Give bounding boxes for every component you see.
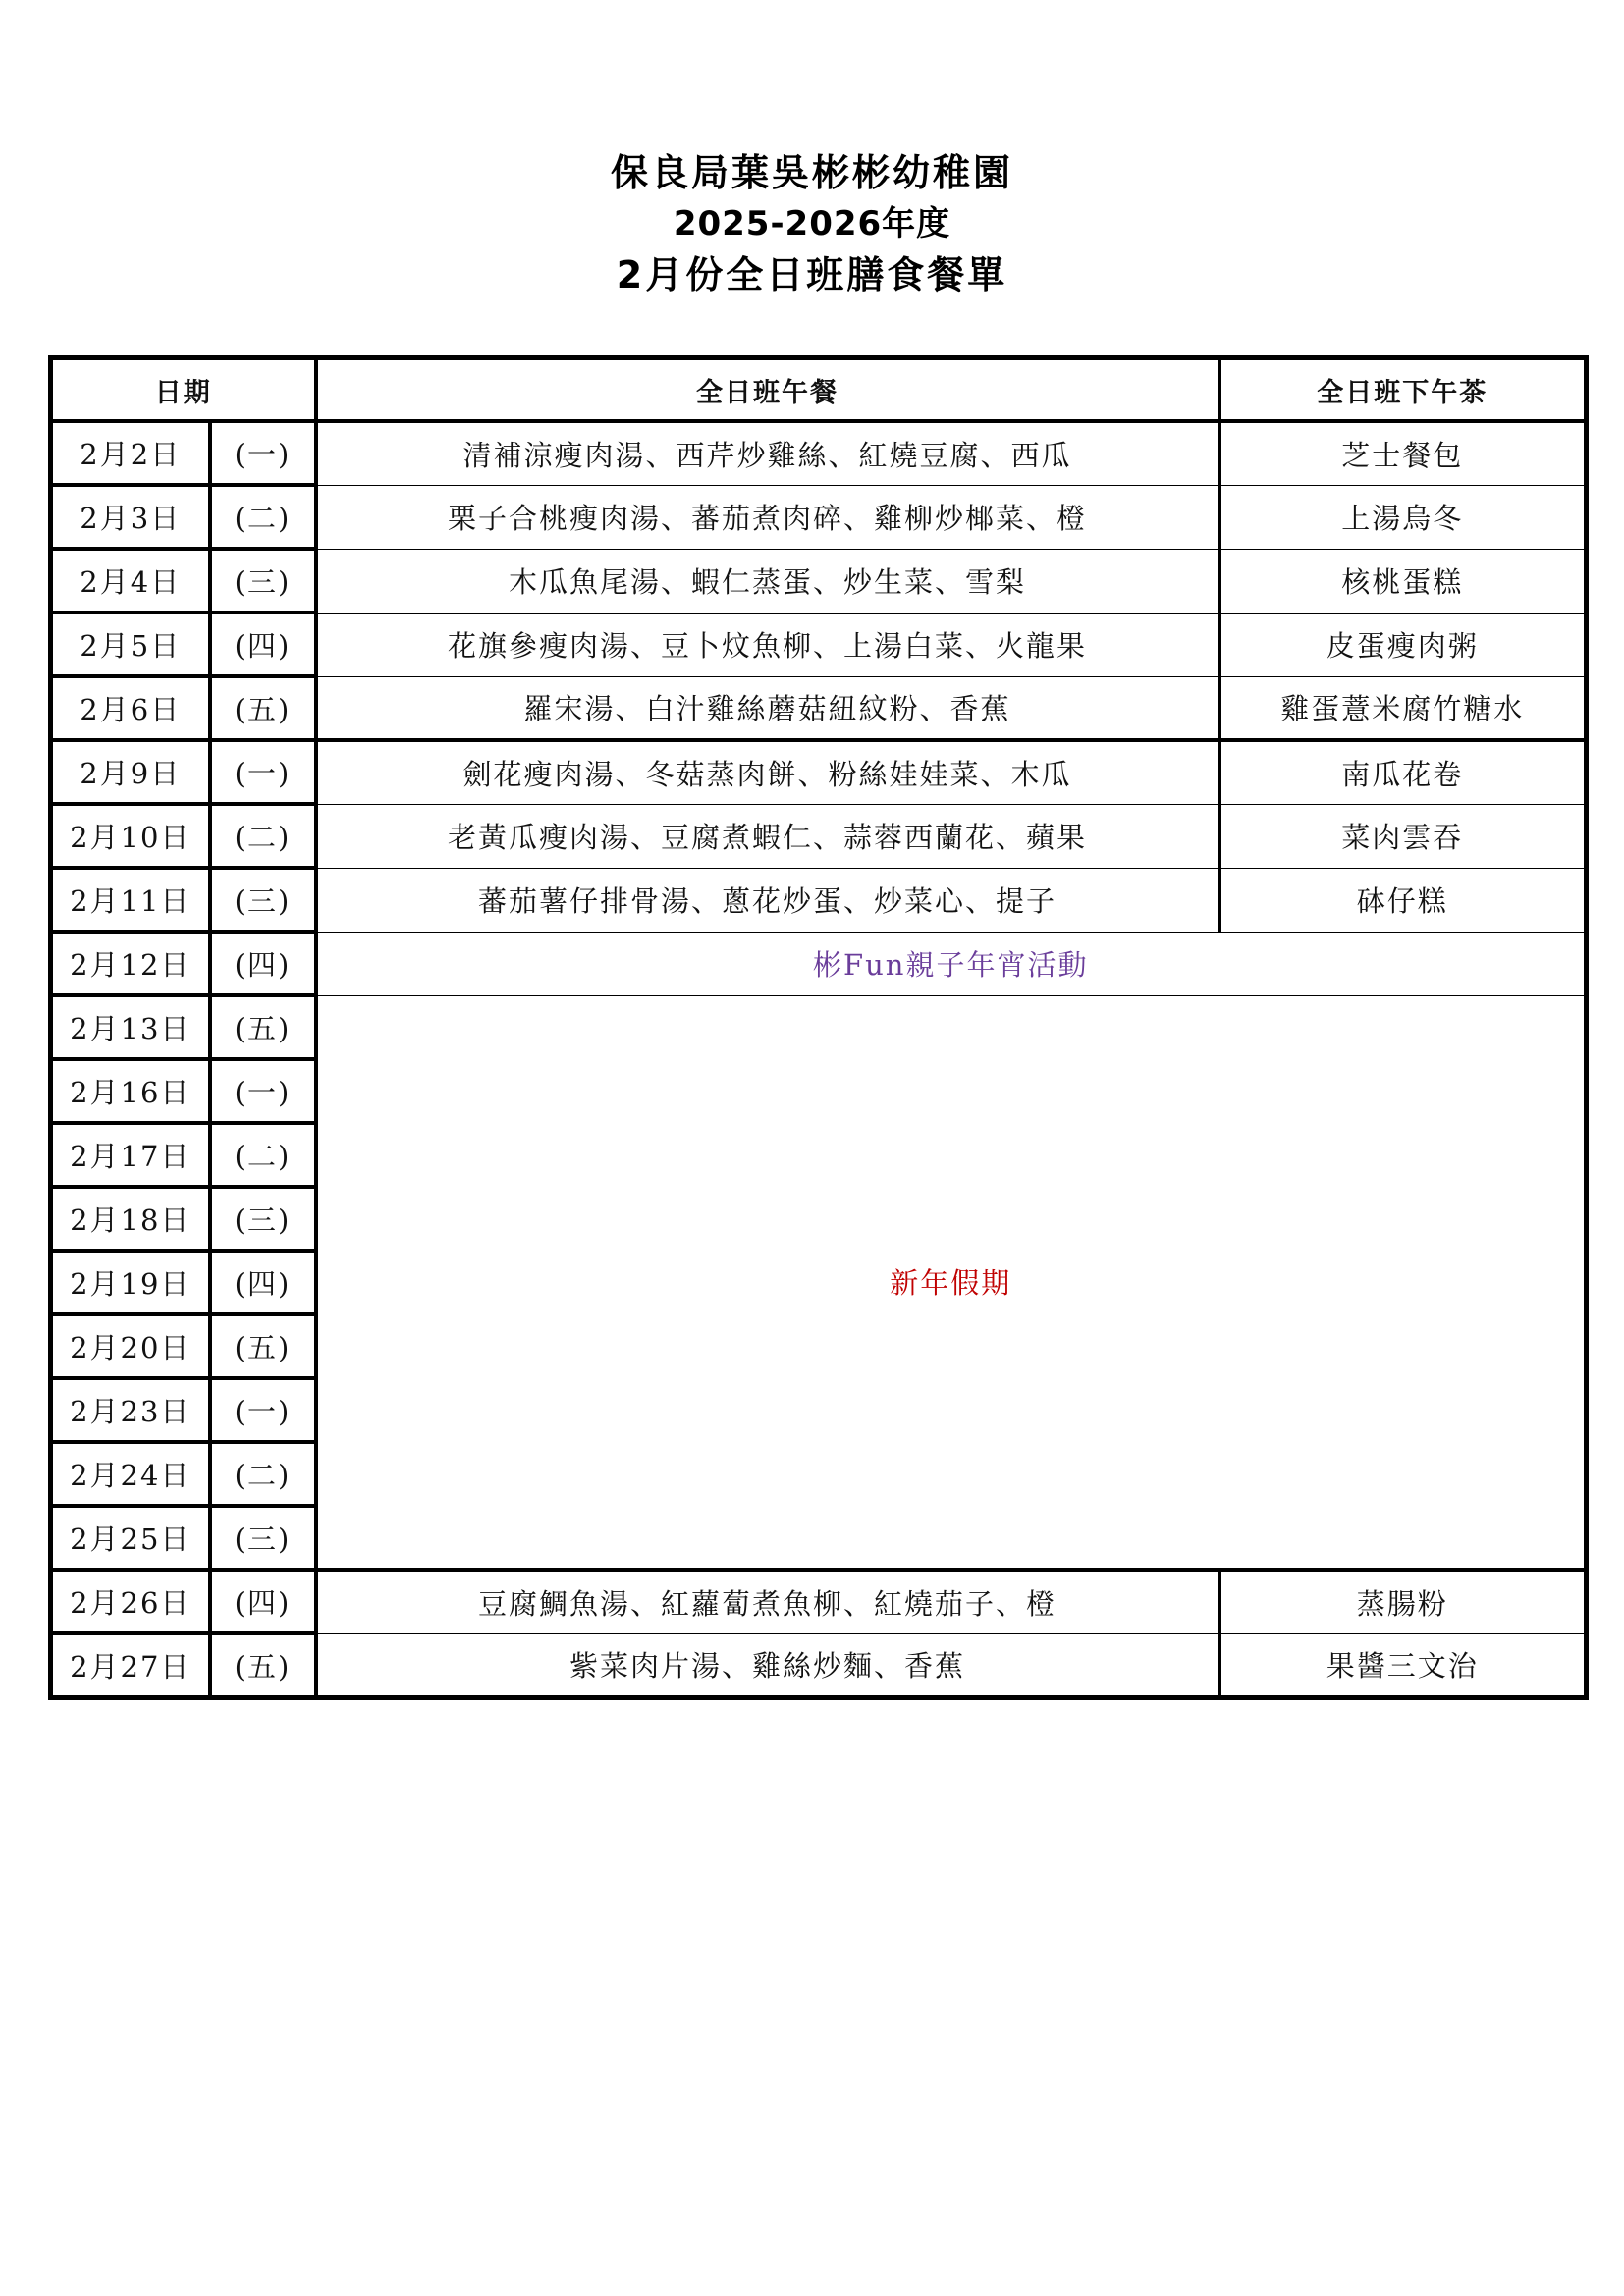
date-cell: 2月13日 <box>51 995 210 1059</box>
tea-cell: 核桃蛋糕 <box>1219 549 1587 613</box>
header-lunch: 全日班午餐 <box>316 358 1219 422</box>
date-cell: 2月6日 <box>51 676 210 740</box>
weekday-cell: (一) <box>210 1059 316 1123</box>
lunch-cell: 木瓜魚尾湯、蝦仁蒸蛋、炒生菜、雪梨 <box>316 549 1219 613</box>
weekday-cell: (二) <box>210 485 316 549</box>
date-cell: 2月2日 <box>51 421 210 485</box>
date-cell: 2月16日 <box>51 1059 210 1123</box>
weekday-cell: (四) <box>210 1570 316 1633</box>
weekday-cell: (四) <box>210 1251 316 1314</box>
table-row <box>51 676 1587 740</box>
date-cell: 2月25日 <box>51 1506 210 1570</box>
date-cell: 2月18日 <box>51 1187 210 1251</box>
table-row <box>51 549 1587 613</box>
lunch-cell: 栗子合桃瘦肉湯、蕃茄煮肉碎、雞柳炒椰菜、橙 <box>316 485 1219 549</box>
title-block <box>0 147 1624 300</box>
event-cell: 彬Fun親子年宵活動 <box>316 932 1587 995</box>
date-cell: 2月4日 <box>51 549 210 613</box>
tea-cell: 蒸腸粉 <box>1219 1570 1587 1633</box>
lunch-cell: 劍花瘦肉湯、冬菇蒸肉餅、粉絲娃娃菜、木瓜 <box>316 740 1219 804</box>
date-cell: 2月27日 <box>51 1633 210 1698</box>
weekday-cell: (二) <box>210 1123 316 1187</box>
tea-cell: 上湯烏冬 <box>1219 485 1587 549</box>
date-cell: 2月12日 <box>51 932 210 995</box>
table-row <box>51 995 1587 1059</box>
date-cell: 2月19日 <box>51 1251 210 1314</box>
date-cell: 2月11日 <box>51 868 210 932</box>
date-cell: 2月9日 <box>51 740 210 804</box>
weekday-cell: (五) <box>210 676 316 740</box>
tea-cell: 果醬三文治 <box>1219 1633 1587 1698</box>
table-row <box>51 868 1587 932</box>
tea-cell: 皮蛋瘦肉粥 <box>1219 613 1587 676</box>
date-cell: 2月3日 <box>51 485 210 549</box>
weekday-cell: (四) <box>210 613 316 676</box>
lunch-cell: 清補涼瘦肉湯、西芹炒雞絲、紅燒豆腐、西瓜 <box>316 421 1219 485</box>
table-row <box>51 485 1587 549</box>
header-date: 日期 <box>51 358 316 422</box>
weekday-cell: (三) <box>210 1506 316 1570</box>
tea-cell: 砵仔糕 <box>1219 868 1587 932</box>
table-row <box>51 1570 1587 1633</box>
lunch-cell: 羅宋湯、白汁雞絲蘑菇紐紋粉、香蕉 <box>316 676 1219 740</box>
weekday-cell: (三) <box>210 868 316 932</box>
lunch-cell: 紫菜肉片湯、雞絲炒麵、香蕉 <box>316 1633 1219 1698</box>
tea-cell: 芝士餐包 <box>1219 421 1587 485</box>
weekday-cell: (一) <box>210 1378 316 1442</box>
table-row <box>51 613 1587 676</box>
school-name: 保良局葉吳彬彬幼稚園 <box>610 151 1013 194</box>
table-row <box>51 421 1587 485</box>
lunch-cell: 蕃茄薯仔排骨湯、蔥花炒蛋、炒菜心、提子 <box>316 868 1219 932</box>
tea-cell: 菜肉雲吞 <box>1219 804 1587 868</box>
school-year: 2025-2026年度 <box>673 204 951 243</box>
menu-title: 2月份全日班膳食餐單 <box>616 253 1008 296</box>
date-cell: 2月17日 <box>51 1123 210 1187</box>
weekday-cell: (五) <box>210 1314 316 1378</box>
weekday-cell: (四) <box>210 932 316 995</box>
date-cell: 2月5日 <box>51 613 210 676</box>
tea-cell: 南瓜花卷 <box>1219 740 1587 804</box>
table-row <box>51 740 1587 804</box>
lunch-cell: 豆腐鯛魚湯、紅蘿蔔煮魚柳、紅燒茄子、橙 <box>316 1570 1219 1633</box>
menu-table <box>48 355 1589 1700</box>
weekday-cell: (三) <box>210 1187 316 1251</box>
weekday-cell: (一) <box>210 740 316 804</box>
weekday-cell: (三) <box>210 549 316 613</box>
weekday-cell: (二) <box>210 804 316 868</box>
header-tea: 全日班下午茶 <box>1219 358 1587 422</box>
table-row <box>51 1633 1587 1698</box>
lunch-cell: 老黃瓜瘦肉湯、豆腐煮蝦仁、蒜蓉西蘭花、蘋果 <box>316 804 1219 868</box>
table-row <box>51 932 1587 995</box>
date-cell: 2月26日 <box>51 1570 210 1633</box>
tea-cell: 雞蛋薏米腐竹糖水 <box>1219 676 1587 740</box>
holiday-cell: 新年假期 <box>316 995 1587 1570</box>
weekday-cell: (五) <box>210 995 316 1059</box>
date-cell: 2月23日 <box>51 1378 210 1442</box>
date-cell: 2月20日 <box>51 1314 210 1378</box>
lunch-cell: 花旗參瘦肉湯、豆卜炆魚柳、上湯白菜、火龍果 <box>316 613 1219 676</box>
weekday-cell: (一) <box>210 421 316 485</box>
date-cell: 2月10日 <box>51 804 210 868</box>
weekday-cell: (五) <box>210 1633 316 1698</box>
table-header-row <box>51 358 1587 422</box>
weekday-cell: (二) <box>210 1442 316 1506</box>
date-cell: 2月24日 <box>51 1442 210 1506</box>
table-row <box>51 804 1587 868</box>
